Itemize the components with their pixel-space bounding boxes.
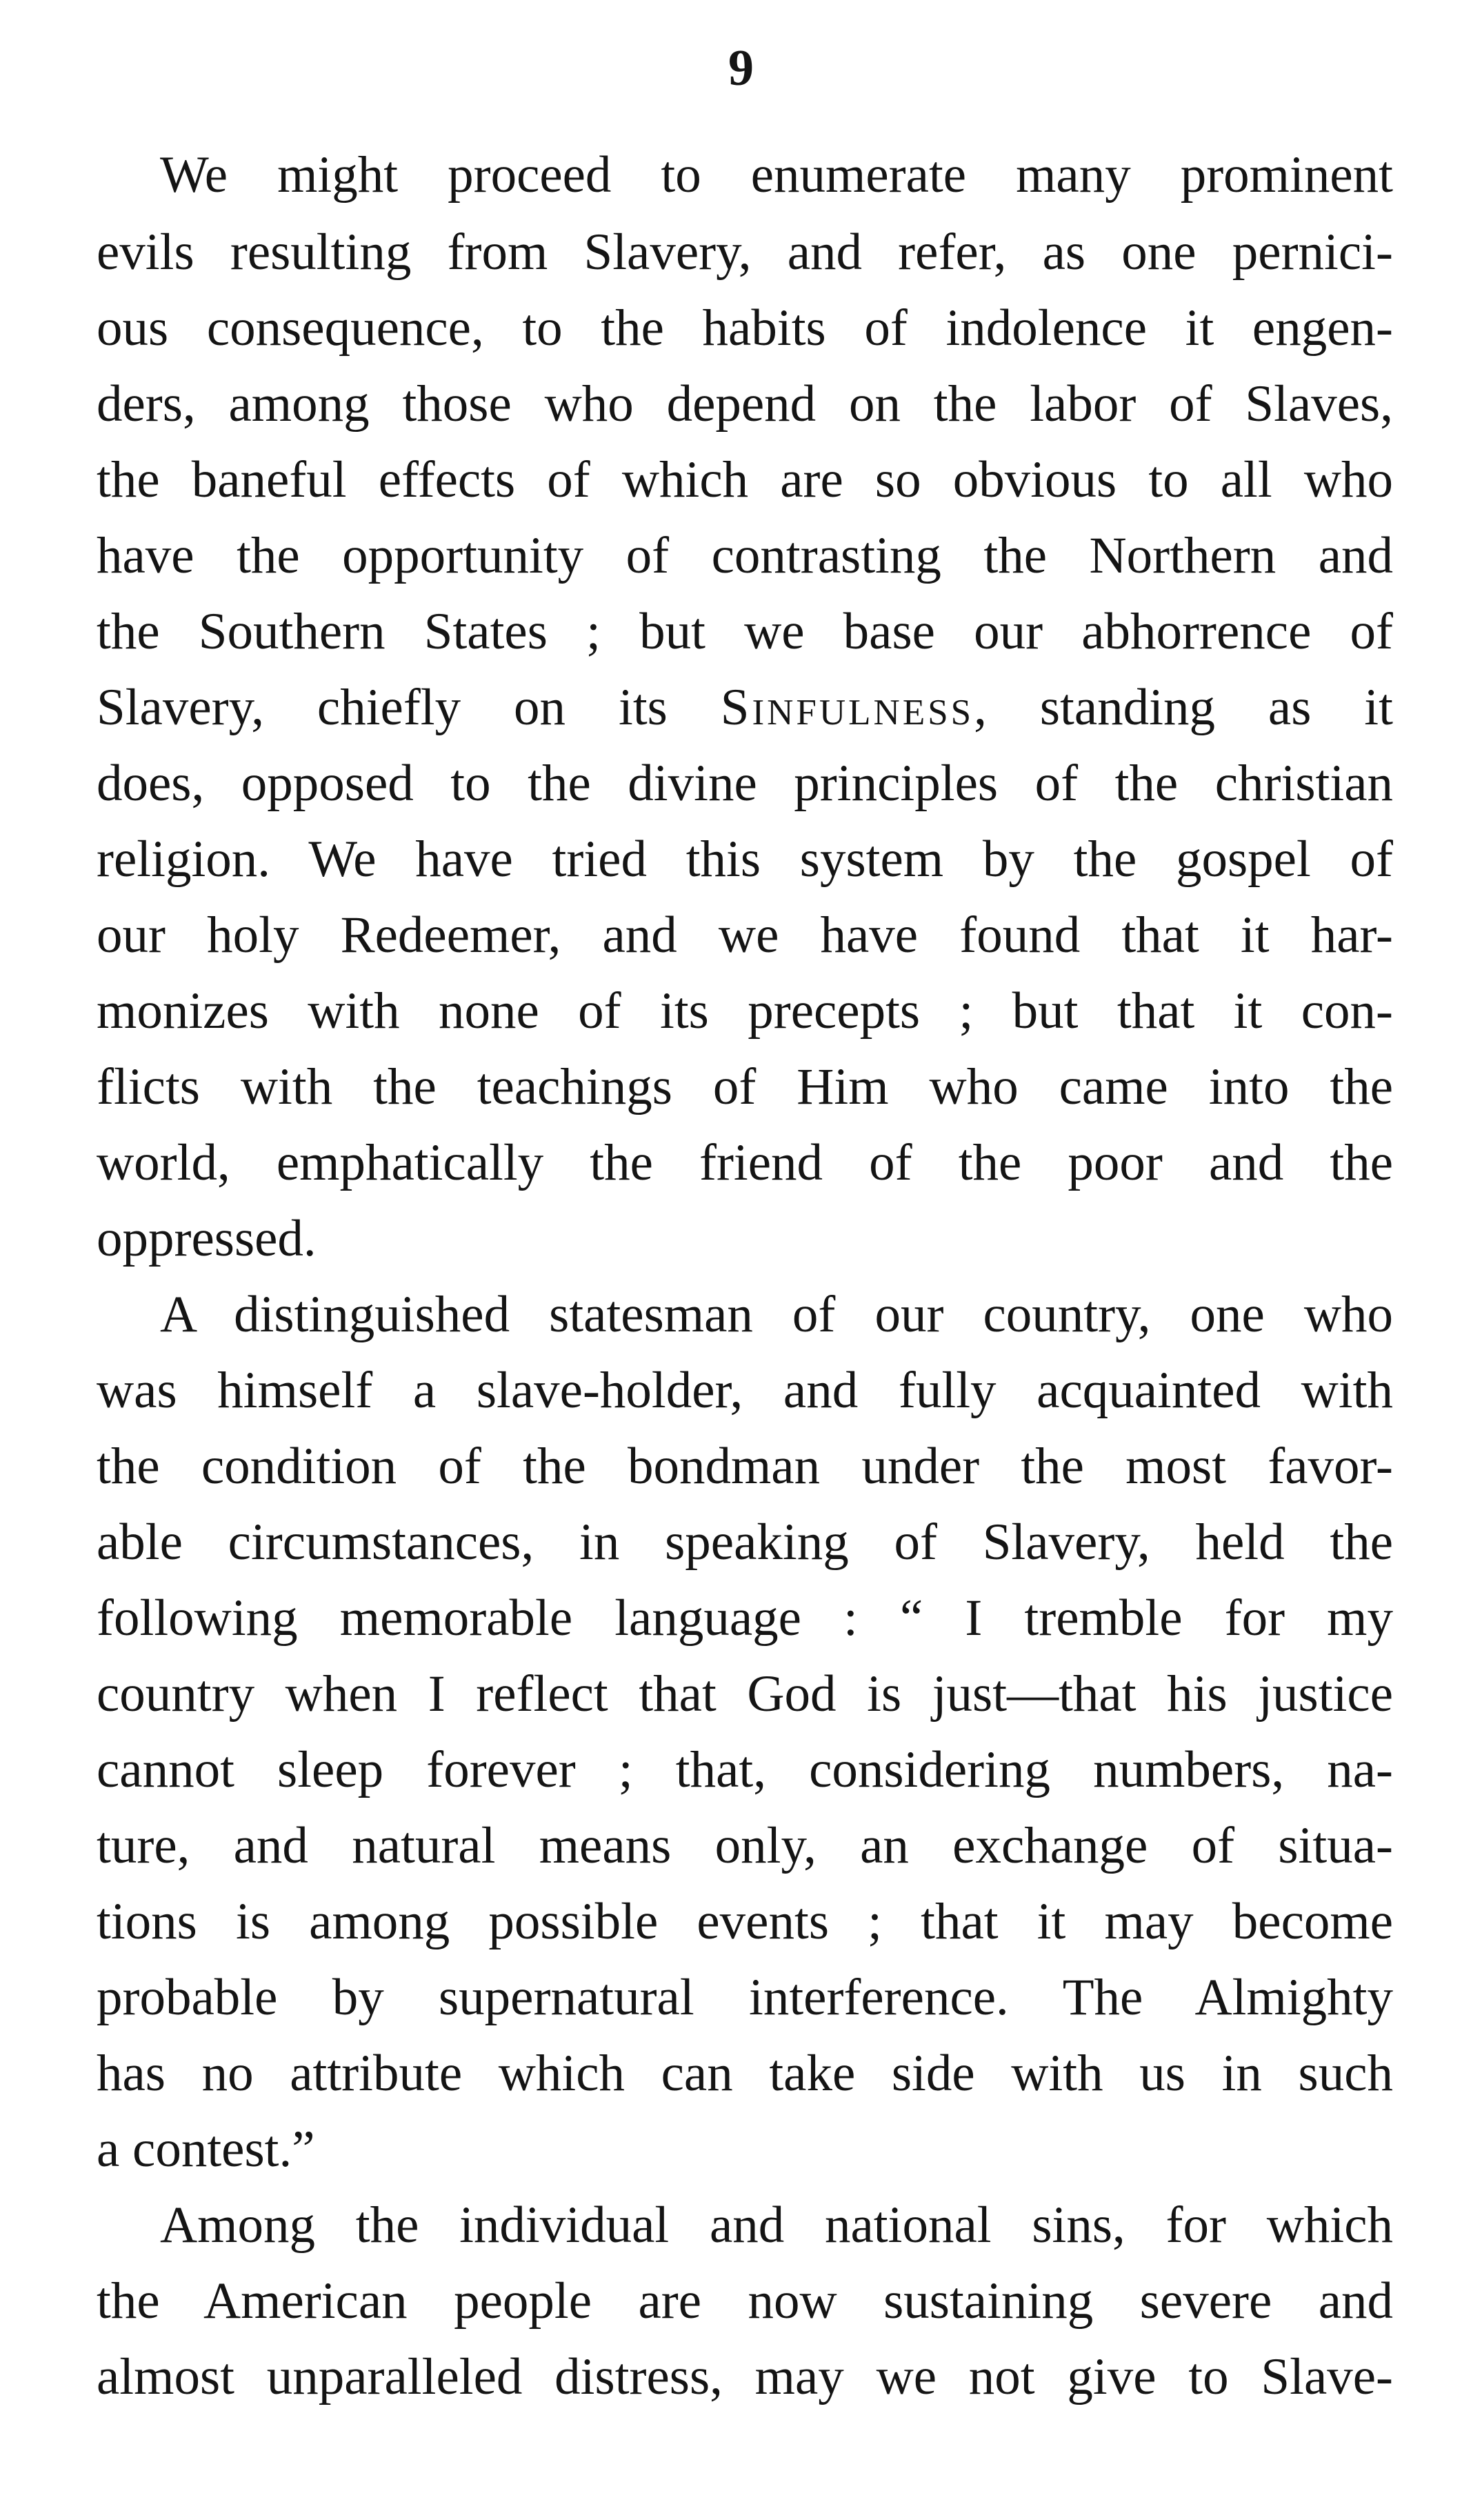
text-run: , standing as it <box>974 679 1393 736</box>
text-line: A distinguished statesman of our country, one who <box>160 1286 1393 1343</box>
text-line: ture, and natural means only, an exchange of situa- <box>97 1817 1393 1874</box>
text-line: oppressed. <box>97 1210 317 1267</box>
text-line: religion. We have tried this system by the gospel of <box>97 831 1393 888</box>
text-line: world, emphatically the friend of the poor and the <box>97 1134 1393 1191</box>
text-line: does, opposed to the divine principles of the christian <box>97 755 1393 812</box>
text-line: tions is among possible events ; that it may become <box>97 1893 1393 1950</box>
page-number: 9 <box>728 40 754 97</box>
text-line: has no attribute which can take side with us in such <box>97 2045 1393 2102</box>
text-line: country when I reflect that God is just—that his justice <box>97 1665 1393 1723</box>
text-line: the American people are now sustaining severe and <box>97 2272 1393 2330</box>
text-line: the Southern States ; but we base our abhorrence of <box>97 603 1393 660</box>
text-line: was himself a slave-holder, and fully acquainted with <box>97 1362 1393 1419</box>
text-line: almost unparalleled distress, may we not give to Slave- <box>97 2348 1393 2405</box>
text-line: able circumstances, in speaking of Slavery, held the <box>97 1514 1393 1571</box>
text-line: ders, among those who depend on the labor of Slaves, <box>97 375 1393 433</box>
text-run: Slavery, chiefly on its <box>97 679 721 736</box>
text-line: the condition of the bondman under the most favor- <box>97 1438 1393 1495</box>
text-line: a contest.” <box>97 2121 315 2178</box>
text-line: ous consequence, to the habits of indolence it engen- <box>97 299 1393 357</box>
text-line: monizes with none of its precepts ; but that it con- <box>97 982 1393 1040</box>
text-line: flicts with the teachings of Him who came into the <box>97 1058 1393 1115</box>
text-line: cannot sleep forever ; that, considering numbers, na- <box>97 1741 1393 1798</box>
text-line: our holy Redeemer, and we have found that it har- <box>97 906 1393 964</box>
emphasis-sinfulness: Sinfulness <box>720 679 974 736</box>
text-line: following memorable language : “ I tremble for my <box>97 1589 1393 1647</box>
text-line: probable by supernatural interference. The Almighty <box>97 1969 1393 2026</box>
text-line: Among the individual and national sins, for which <box>160 2196 1393 2254</box>
text-line: evils resulting from Slavery, and refer, as one pernici- <box>97 224 1393 281</box>
text-line: have the opportunity of contrasting the Northern and <box>97 527 1393 584</box>
text-line: the baneful effects of which are so obvious to all who <box>97 451 1393 508</box>
text-line: We might proceed to enumerate many prominent <box>160 146 1393 204</box>
text-line <box>97 669 1393 746</box>
